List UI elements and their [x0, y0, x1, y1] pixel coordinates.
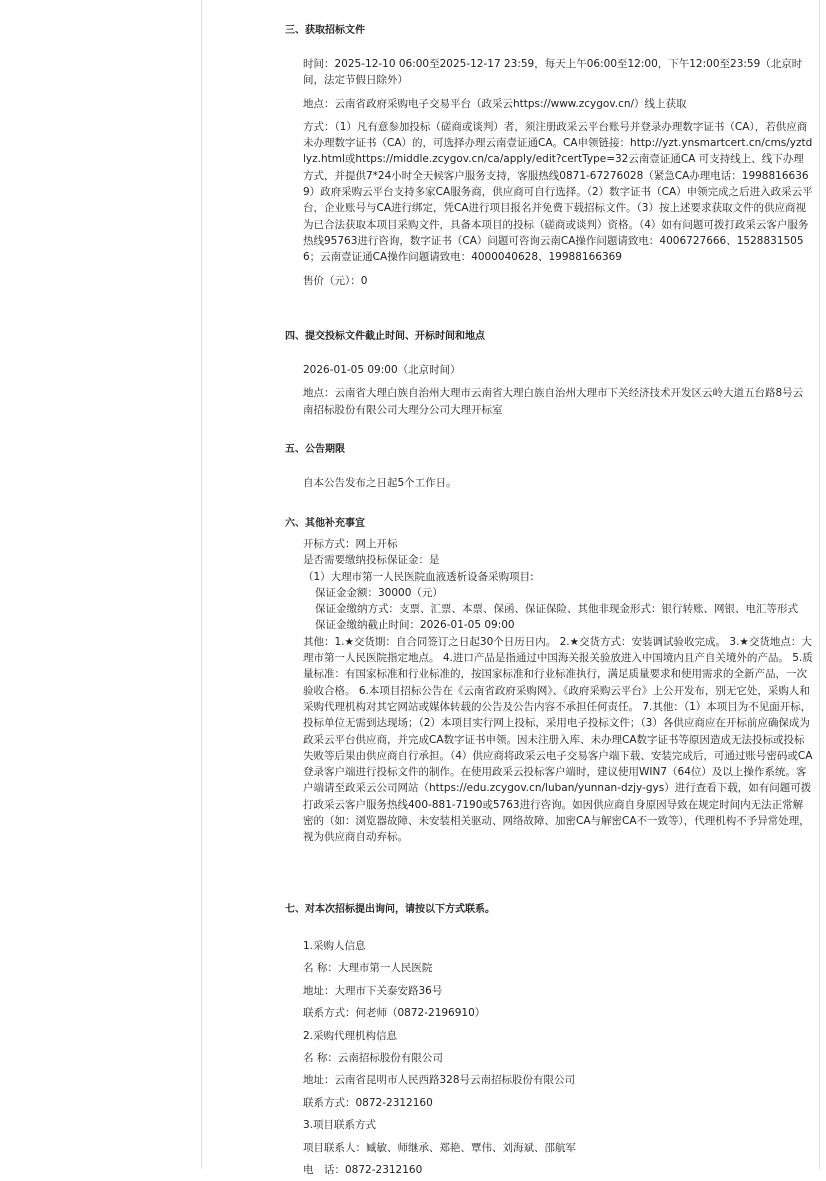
- section-body: [285, 362, 813, 418]
- obtain-location: 地点：云南省政府采购电子交易平台（政采云https://www.zcygov.cn/）线上获取: [303, 97, 687, 110]
- left-divider: [201, 0, 202, 1169]
- obtain-time: 时间：2025-12-10 06:00至2025-12-17 23:59，每天上午06:00至12:00，下午12:00至23:59（北京时间，法定节假日除外）: [303, 58, 803, 87]
- agency-contact: 联系方式：0872-2312160: [303, 1096, 433, 1109]
- left-side-panel: [0, 0, 201, 1169]
- purchaser-contact: 联系方式：何老师（0872-2196910）: [303, 1007, 486, 1020]
- section-heading: 六、其他补充事宜: [285, 518, 365, 529]
- purchaser-info-title: 1.采购人信息: [303, 940, 366, 952]
- deposit-payment-method: 保证金缴纳方式：支票、汇票、本票、保函、保证保险、其他非现金形式：银行转账、网银、电汇等形式: [315, 603, 798, 616]
- project-phone: 电 话：0872-2312160: [303, 1164, 423, 1177]
- project-contact-title: 3.项目联系方式: [303, 1119, 377, 1132]
- project-contacts: 项目联系人：臧敏、师继承、郑艳、覃伟、刘海斌、邵航军: [303, 1141, 576, 1154]
- section-deadline: [285, 330, 815, 418]
- agency-info-title: 2.采购代理机构信息: [303, 1029, 398, 1042]
- section-heading: 七、对本次招标提出询问，请按以下方式联系。: [285, 904, 495, 915]
- section-heading: 三、获取招标文件: [285, 25, 365, 36]
- document-price: 售价（元）：0: [303, 274, 368, 287]
- section-heading: 五、公告期限: [285, 444, 345, 455]
- section-body: [285, 935, 813, 1181]
- opening-method: 开标方式：网上开标: [303, 538, 398, 550]
- project-deposit-title: （1）大理市第一人民医院血液透析设备采购项目:: [303, 570, 534, 583]
- section-contact: [285, 903, 815, 1181]
- right-divider: [819, 0, 820, 1169]
- purchaser-address: 地址：大理市下关泰安路36号: [303, 984, 443, 997]
- agency-address: 地址：云南省昆明市人民西路328号云南招标股份有限公司: [303, 1074, 576, 1087]
- other-notes: 其他：1.★交货期：自合同签订之日起30个日历日内。 2.★交货方式：安装调试验收完成。 3.★交货地点：大理市第一人民医院指定地点。 4.进口产品是指通过中国海关报关验放进入中国境内且产自关境外的产品。 5.质量标准：有国家标准和行业标准的，按国家标准和行业标准执行，满足质量要求和使用需求的全新产品，一次验收合格。 6.本项目招标公告在《云南省政府采购网》、《政府采购云平台》上公开发布，别无它处，采购人和采购代理机构对其它网站或媒体转载的公告及公告内容不承担任何责任。 7.其他：（1）本项目为不见面开标，投标单位无需到达现场；（2）本项目实行网上投标，采用电子投标文件；（3）各供应商应在开标前应确保成为政采云平台供应商，并完成CA数字证书申领。因未注册入库、未办理CA数字证书等原因造成无法投标或投标失败等后果由供应商自行承担。（4）供应商将政采云电子交易客户端下载、安装完成后，可通过账号密码或CA登录客户端进行投标文件的制作。在使用政采云投标客户端时，建议使用WIN7（64位）及以上操作系统。客户端请至政采云公司网站（https://edu.zcygov.cn/luban/yunnan-dzjy-gys）进行查看下载，如有问题可拨打政采云客户服务热线400-881-7190或5763进行咨询。如因供应商自身原因导致在规定时间内无法正常解密的（如：浏览器故障、未安装相关驱动、网络故障、加密CA与解密CA不一致等），代理机构不予异常处理，视为供应商自动弃标。: [303, 635, 813, 844]
- deposit-deadline: 保证金缴纳截止时间：2026-01-05 09:00: [315, 619, 515, 632]
- section-body: [285, 536, 813, 846]
- deposit-amount: 保证金金额：30000（元）: [315, 586, 443, 599]
- section-body: [285, 475, 813, 491]
- deposit-required: 是否需要缴纳投标保证金：是: [303, 554, 440, 567]
- purchaser-name: 名 称：大理市第一人民医院: [303, 962, 433, 975]
- section-other-matters: [285, 517, 815, 846]
- section-heading: 四、提交投标文件截止时间、开标时间和地点: [285, 331, 485, 342]
- notice-period-text: 自本公告发布之日起5个工作日。: [303, 477, 457, 489]
- section-notice-period: [285, 443, 815, 491]
- agency-name: 名 称：云南招标股份有限公司: [303, 1052, 443, 1065]
- obtain-method: 方式：（1）凡有意参加投标（磋商或谈判）者，须注册政采云平台账号并登录办理数字证书（CA），若供应商未办理数字证书（CA）的，可选择办理云南壹证通CA。CA申领链接：http://yzt.ynsmartcert.cn/cms/yztdlyz.html或https://middle.zcygov.cn/ca/apply/edit?certType=32云南壹证通CA 可支持线上、线下办理方式，并提供7*24小时全天候客户服务支持，客服热线0871-67276028（紧急CA办理电话：19988166369）政府采购云平台支持多家CA服务商，供应商可自行选择。（2）数字证书（CA）申领完成之后进入政采云平台，企业账号与CA进行绑定，凭CA进行项目报名并免费下载招标文件。（3）按上述要求获取文件的供应商视为已合法获取本项目采购文件，具备本项目的投标（磋商或谈判）资格。（4）如有问题可拨打政采云客户服务热线95763进行咨询，数字证书（CA）问题可咨询云南CA操作问题请致电：4006727666、15288315056；云南壹证通CA操作问题请致电：4000040628、19988166369: [303, 120, 813, 264]
- deadline-time: 2026-01-05 09:00（北京时间）: [303, 364, 461, 376]
- section-obtain-documents: [285, 24, 815, 289]
- opening-location: 地点：云南省大理白族自治州大理市云南省大理白族自治州大理市下关经济技术开发区云岭大道五台路8号云南招标股份有限公司大理分公司大理开标室: [303, 387, 804, 416]
- section-body: [285, 56, 813, 289]
